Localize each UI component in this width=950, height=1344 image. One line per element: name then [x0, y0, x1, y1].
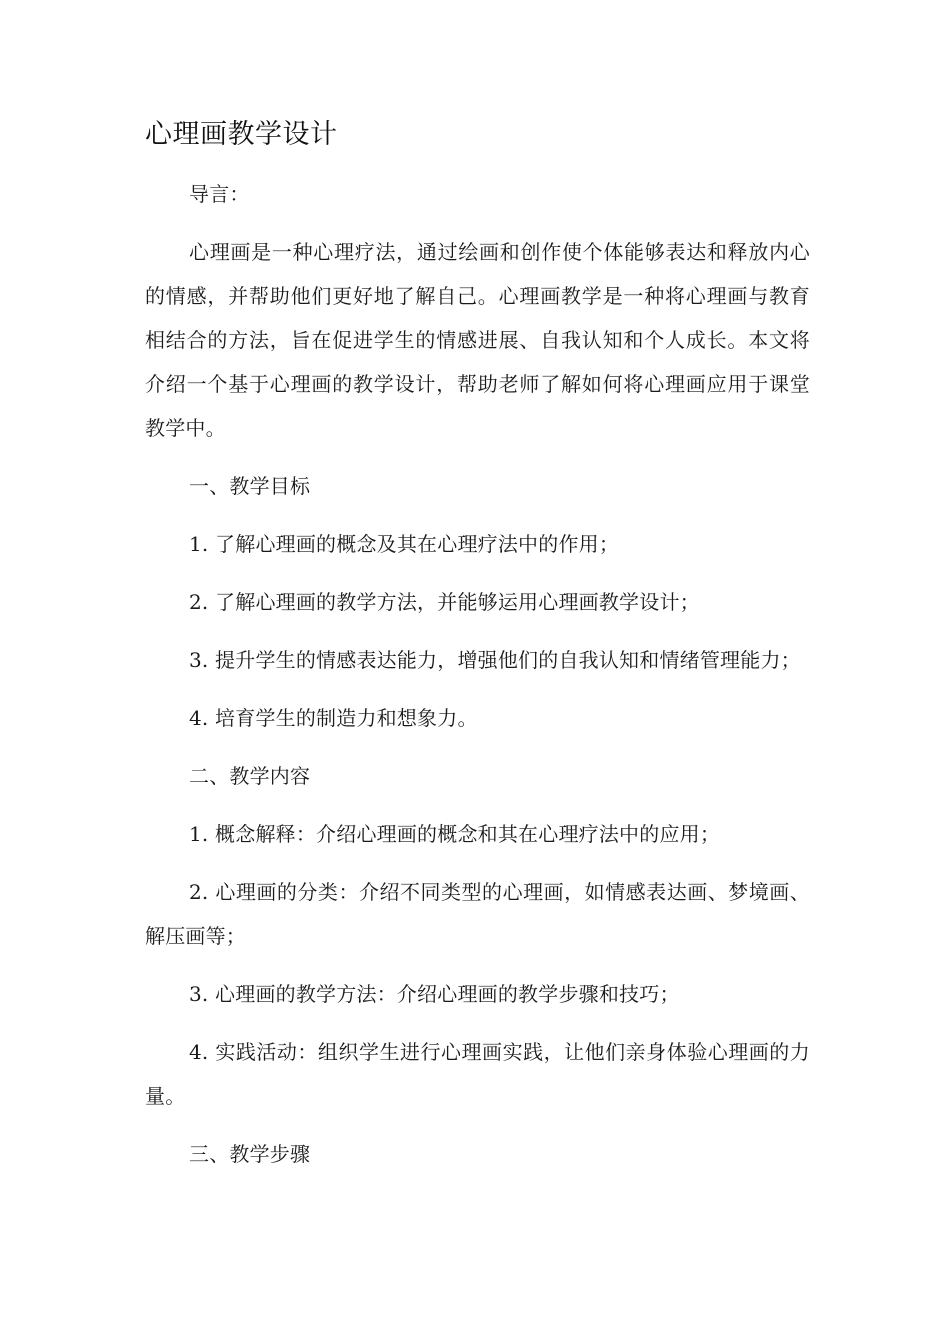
- content-item: 1. 概念解释：介绍心理画的概念和其在心理疗法中的应用；: [189, 822, 721, 846]
- content-item: 3. 心理画的教学方法：介绍心理画的教学步骤和技巧；: [189, 982, 680, 1006]
- section-heading-steps: 三、教学步骤: [189, 1142, 311, 1166]
- lead-label: 导言：: [189, 182, 250, 206]
- intro-paragraph: 心理画是一种心理疗法，通过绘画和创作使个体能够表达和释放内心的情感，并帮助他们更好地了解自己。心理画教学是一种将心理画与教育相结合的方法，旨在促进学生的情感进展、自我认知和个人成长。本文将介绍一个基于心理画的教学设计，帮助老师了解如何将心理画应用于课堂教学中。: [145, 240, 810, 440]
- goal-item: 2. 了解心理画的教学方法，并能够运用心理画教学设计；: [189, 590, 700, 614]
- document-title: 心理画教学设计: [145, 119, 338, 150]
- section-heading-content: 二、教学内容: [189, 764, 311, 788]
- goal-item: 4. 培育学生的制造力和想象力。: [189, 706, 478, 730]
- content-item: 2. 心理画的分类：介绍不同类型的心理画，如情感表达画、梦境画、解压画等；: [145, 880, 810, 948]
- document-body: [145, 112, 810, 1190]
- goal-item: 3. 提升学生的情感表达能力，增强他们的自我认知和情绪管理能力；: [189, 648, 801, 672]
- section-heading-goals: 一、教学目标: [189, 474, 311, 498]
- goal-item: 1. 了解心理画的概念及其在心理疗法中的作用；: [189, 532, 620, 556]
- content-item: 4. 实践活动：组织学生进行心理画实践，让他们亲身体验心理画的力量。: [145, 1040, 810, 1108]
